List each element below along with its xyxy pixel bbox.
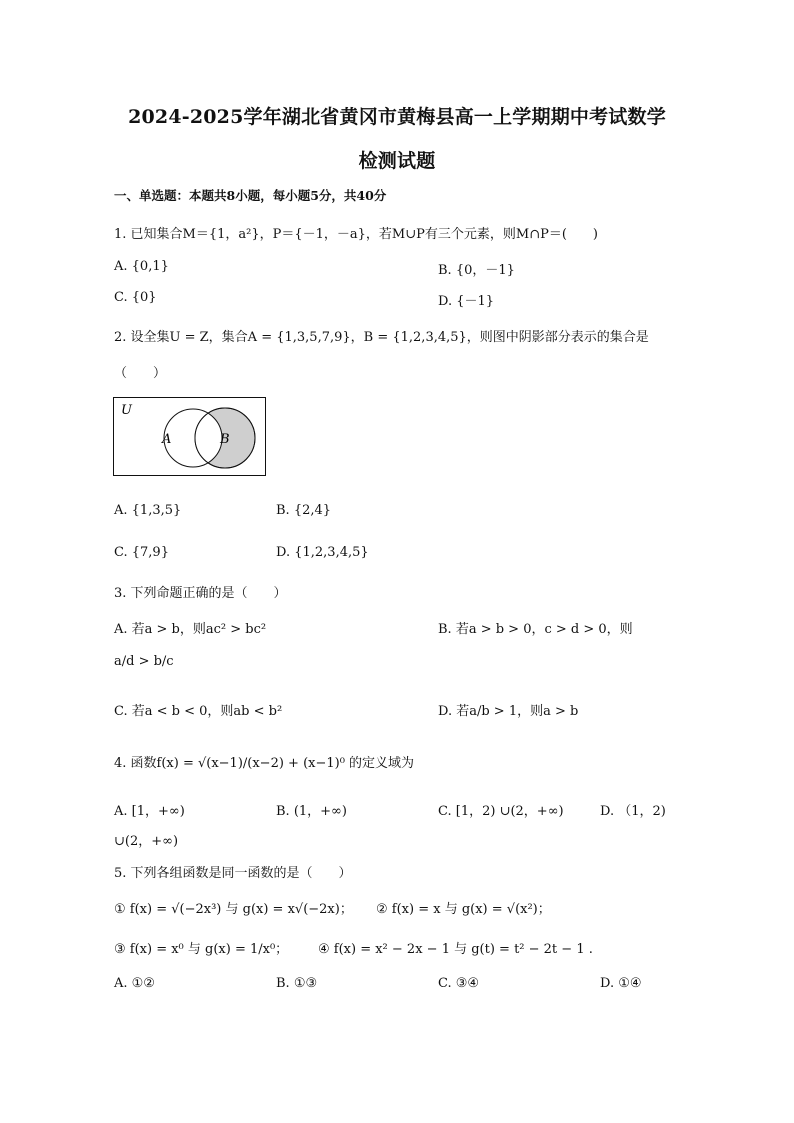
question-5-stem: 5. 下列各组函数是同一函数的是（ ）: [114, 866, 352, 881]
question-1-stem: 1. 已知集合M＝{1，a²}，P＝{－1，－a}，若M∪P有三个元素，则M∩P＝( ): [114, 227, 598, 242]
q5-item-4: ④ f(x) = x² − 2x − 1 与 g(t) = t² − 2t − 1 .: [318, 942, 593, 957]
q3-option-b-continued: a/d > b/c: [114, 654, 174, 669]
question-4-stem: 4. 函数f(x) = √(x−1)/(x−2) + (x−1)⁰ 的定义域为: [114, 756, 415, 771]
q4-option-d: D. （1，2): [600, 804, 666, 819]
q3-option-d: D. 若a/b > 1，则a > b: [438, 704, 579, 719]
q3-option-a: A. 若a > b，则ac² > bc²: [114, 622, 267, 637]
venn-diagram: [113, 397, 267, 477]
page-title: 2024-2025学年湖北省黄冈市黄梅县高一上学期期中考试数学: [128, 106, 666, 128]
q1-option-d: D. {－1}: [438, 294, 495, 309]
section-header: 一、单选题：本题共8小题，每小题5分，共40分: [114, 188, 387, 203]
q3-option-b: B. 若a > b > 0，c > d > 0，则: [438, 622, 633, 637]
page-title-line2: 检测试题: [358, 150, 436, 172]
q4-option-d-continued: ∪(2，+∞): [114, 834, 179, 849]
q4-option-c: C. [1，2) ∪(2，+∞): [438, 804, 564, 819]
label-u: U: [121, 403, 132, 418]
q5-option-c: C. ③④: [438, 976, 480, 991]
label-b: B: [220, 432, 230, 447]
label-a: A: [162, 432, 172, 447]
q5-item-2: ② f(x) = x 与 g(x) = √(x²)；: [376, 902, 551, 917]
question-2-stem: 2. 设全集U = Z，集合A = {1,3,5,7,9}，B = {1,2,3,4,5}，则图中阴影部分表示的集合是: [114, 330, 649, 345]
q1-option-c: C. {0}: [114, 290, 157, 305]
q5-item-3: ③ f(x) = x⁰ 与 g(x) = 1/x⁰；: [114, 942, 289, 957]
q4-option-a: A. [1，+∞): [114, 804, 185, 819]
q5-option-a: A. ①②: [114, 976, 155, 991]
q5-item-1: ① f(x) = √(−2x³) 与 g(x) = x√(−2x)；: [114, 902, 353, 917]
q3-option-c: C. 若a < b < 0，则ab < b²: [114, 704, 283, 719]
q5-option-b: B. ①③: [276, 976, 318, 991]
q2-option-c: C. {7,9}: [114, 545, 169, 560]
q4-option-b: B. (1，+∞): [276, 804, 347, 819]
q1-option-a: A. {0,1}: [114, 259, 169, 274]
q2-option-d: D. {1,2,3,4,5}: [276, 545, 369, 560]
q2-option-a: A. {1,3,5}: [114, 503, 182, 518]
question-3-stem: 3. 下列命题正确的是（ ）: [114, 586, 287, 601]
q2-option-b: B. {2,4}: [276, 503, 332, 518]
q5-option-d: D. ①④: [600, 976, 642, 991]
q1-option-b: B. {0，－1}: [438, 263, 515, 278]
question-2-paren: （ ）: [114, 366, 167, 381]
